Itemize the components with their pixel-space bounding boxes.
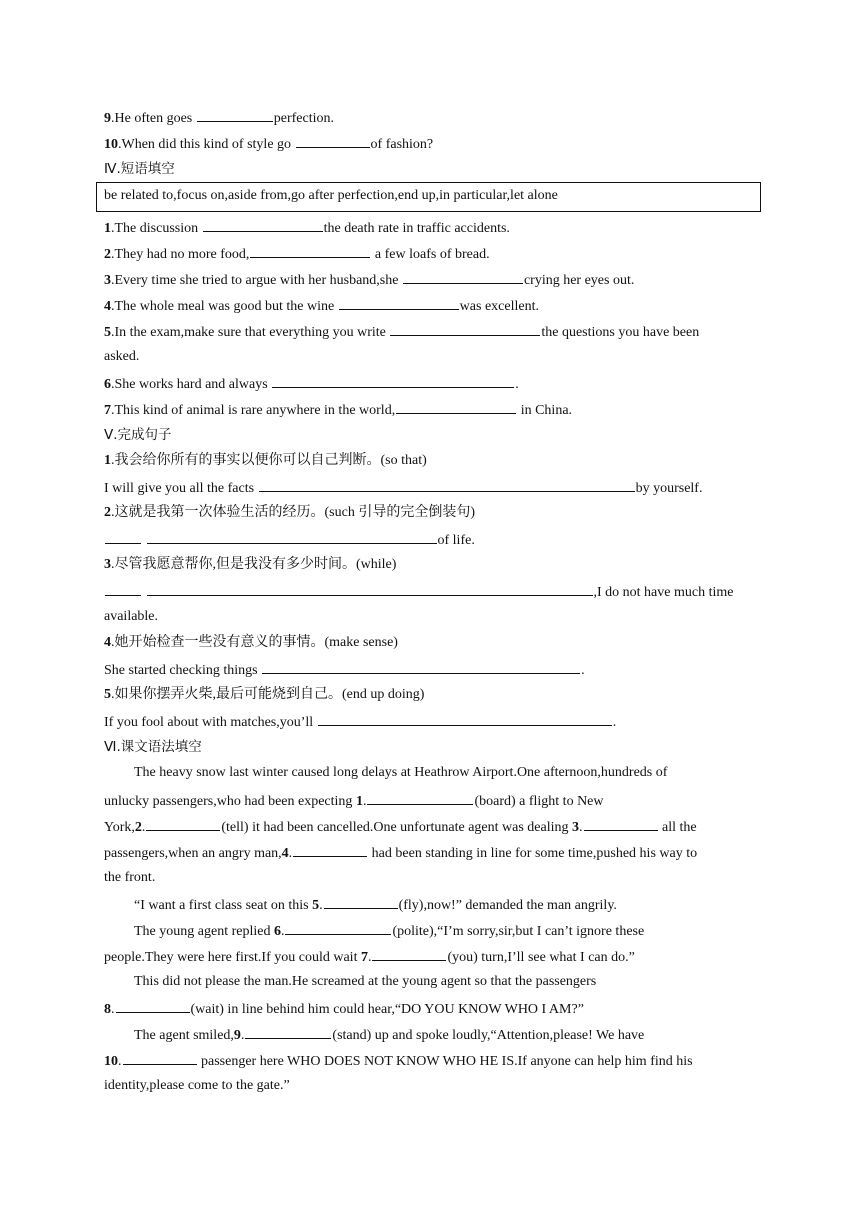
question-text: .The whole meal was good but the wine (111, 299, 338, 314)
passage-line: unlucky passengers,who had been expecting 1. (board) a flight to New (104, 790, 604, 810)
p5-q1-prompt (104, 451, 427, 471)
passage-line: identity,please come to the gate.” (104, 1078, 290, 1093)
answer-blank[interactable] (396, 399, 516, 414)
passage-text: had been standing in line for some time,pushed his way to (368, 846, 698, 861)
question-text: of life. (437, 533, 475, 548)
passage-line: The heavy snow last winter caused long delays at Heathrow Airport.One afternoon,hundreds of (134, 765, 668, 780)
question-number: 4 (104, 299, 111, 314)
question-number: 3 (104, 273, 111, 288)
passage-line: 10. passenger here WHO DOES NOT KNOW WHO HE IS.If anyone can help him find his (104, 1050, 693, 1070)
blank-number: 1 (355, 794, 363, 809)
question-text: crying her eyes out. (523, 273, 635, 288)
p5-q2-answer (104, 529, 475, 549)
question-text: .Every time she tried to argue with her husband,she (111, 273, 402, 288)
passage-text: (you) turn,I’ll see what I can do.” (447, 950, 635, 965)
answer-blank-short[interactable] (105, 581, 141, 596)
question-number: 1 (104, 221, 111, 236)
answer-blank[interactable] (116, 998, 190, 1013)
question-number: 2 (104, 247, 111, 262)
answer-blank[interactable] (318, 711, 612, 726)
answer-blank[interactable] (372, 946, 446, 961)
passage-text: passengers,when an angry man, (104, 846, 282, 861)
blank-number: 9 (233, 1028, 241, 1043)
answer-blank[interactable] (123, 1050, 197, 1065)
passage-line: people.They were here first.If you could wait 7. (you) turn,I’ll see what I can do.” (104, 946, 635, 966)
question-text: .He often goes (111, 111, 196, 126)
chinese-prompt: .她开始检查一些没有意义的事情。(make sense) (111, 635, 398, 650)
question-number: 5 (104, 687, 111, 702)
answer-blank[interactable] (203, 217, 323, 232)
question-text: If you fool about with matches,you’ll (104, 715, 317, 730)
question-number: 5 (104, 325, 111, 340)
passage-text: (stand) up and spoke loudly,“Attention,please! We have (332, 1028, 645, 1043)
passage-text: York, (104, 820, 135, 835)
passage-text: “I want a first class seat on this (134, 898, 313, 913)
question-text: of fashion? (370, 137, 434, 152)
passage-line: 8. (wait) in line behind him could hear,“DO YOU KNOW WHO I AM?” (104, 998, 584, 1018)
question-text: .They had no more food, (111, 247, 250, 262)
answer-blank[interactable] (339, 295, 459, 310)
question-number: 7 (104, 403, 111, 418)
question-number: 6 (104, 377, 111, 392)
q9-line (104, 107, 334, 127)
passage-line: The young agent replied 6. (polite),“I’m sorry,sir,but I can’t ignore these (134, 920, 644, 940)
answer-blank[interactable] (147, 529, 437, 544)
answer-blank[interactable] (403, 269, 523, 284)
passage-text: all the (658, 820, 697, 835)
chinese-prompt: .如果你摆弄火柴,最后可能烧到自己。(end up doing) (111, 687, 425, 702)
answer-blank[interactable] (250, 243, 370, 258)
blank-number: 2 (134, 820, 142, 835)
question-text: ,I do not have much time (593, 585, 734, 600)
word-bank-box (96, 182, 761, 212)
question-number: 9 (104, 111, 111, 126)
answer-blank[interactable] (324, 894, 398, 909)
p5-q5-prompt (104, 685, 424, 705)
passage-text: (wait) in line behind him could hear,“DO YOU KNOW WHO I AM?” (190, 1002, 584, 1017)
passage-text: unlucky passengers,who had been expecting (104, 794, 356, 809)
answer-blank[interactable] (259, 477, 635, 492)
p4-q6-line (104, 373, 519, 393)
p4-q7-line (104, 399, 572, 419)
question-text: perfection. (273, 111, 335, 126)
question-text: in China. (517, 403, 573, 418)
question-text: .When did this kind of style go (118, 137, 295, 152)
question-text: . (515, 377, 519, 392)
question-number: 10 (104, 137, 118, 152)
passage-text: (fly),now!” demanded the man angrily. (398, 898, 617, 913)
question-number: 4 (104, 635, 111, 650)
p4-q5-cont: asked. (104, 349, 140, 364)
section-heading-4: Ⅳ.短语填空 (104, 161, 175, 177)
passage-line: “I want a first class seat on this 5. (fly),now!” demanded the man angrily. (134, 894, 617, 914)
question-number: 1 (104, 453, 111, 468)
passage-text: (polite),“I’m sorry,sir,but I can’t ignore these (392, 924, 645, 939)
question-text: a few loafs of bread. (371, 247, 490, 262)
section-heading-5: Ⅴ.完成句子 (104, 427, 172, 443)
answer-blank[interactable] (390, 321, 540, 336)
p5-q3-prompt (104, 555, 396, 575)
blank-number: 7 (360, 950, 368, 965)
question-text: . (581, 663, 585, 678)
blank-number: 3 (572, 820, 580, 835)
p5-q2-prompt (104, 503, 475, 523)
answer-blank-short[interactable] (105, 529, 141, 544)
answer-blank[interactable] (197, 107, 273, 122)
p5-q4-prompt (104, 633, 398, 653)
question-text: I will give you all the facts (104, 481, 258, 496)
p4-q5-line (104, 321, 699, 341)
passage-line: This did not please the man.He screamed at the young agent so that the passengers (134, 974, 597, 989)
blank-number: 4 (281, 846, 289, 861)
blank-number: 5 (312, 898, 320, 913)
p4-q4-line (104, 295, 539, 315)
question-text: the death rate in traffic accidents. (323, 221, 510, 236)
answer-blank[interactable] (262, 659, 580, 674)
p5-q3-cont: available. (104, 609, 159, 624)
p5-q3-answer (104, 581, 733, 601)
question-text: .She works hard and always (111, 377, 272, 392)
question-number: 3 (104, 557, 111, 572)
blank-number: 8 (104, 1002, 111, 1017)
p4-q3-line (104, 269, 634, 289)
answer-blank[interactable] (146, 816, 220, 831)
answer-blank[interactable] (272, 373, 514, 388)
passage-text: passenger here WHO DOES NOT KNOW WHO HE IS.If anyone can help him find his (197, 1054, 693, 1069)
answer-blank[interactable] (293, 842, 367, 857)
answer-blank[interactable] (296, 133, 370, 148)
section-heading-6: Ⅵ.课文语法填空 (104, 739, 202, 755)
passage-text: (board) a flight to New (474, 794, 604, 809)
question-text: .This kind of animal is rare anywhere in the world, (111, 403, 396, 418)
question-text: She started checking things (104, 663, 262, 678)
q10-line (104, 133, 433, 153)
answer-blank[interactable] (285, 920, 391, 935)
chinese-prompt: .我会给你所有的事实以便你可以自己判断。(so that) (111, 453, 427, 468)
p5-q4-answer (104, 659, 585, 679)
passage-text: (tell) it had been cancelled.One unfortunate agent was dealing (221, 820, 573, 835)
passage-text: people.They were here first.If you could wait (104, 950, 361, 965)
passage-text: The young agent replied (134, 924, 274, 939)
answer-blank[interactable] (245, 1024, 331, 1039)
passage-line: York,2. (tell) it had been cancelled.One unfortunate agent was dealing 3. all the (104, 816, 697, 836)
word-bank-text: be related to,focus on,aside from,go after perfection,end up,in particular,let alone (104, 188, 558, 203)
question-text: was excellent. (459, 299, 539, 314)
question-text: the questions you have been (541, 325, 700, 340)
passage-line: the front. (104, 870, 156, 885)
answer-blank[interactable] (584, 816, 658, 831)
p5-q5-answer (104, 711, 616, 731)
blank-number: 6 (273, 924, 281, 939)
p5-q1-answer (104, 477, 702, 497)
chinese-prompt: .这就是我第一次体验生活的经历。(such 引导的完全倒装句) (111, 505, 475, 520)
passage-text: The agent smiled, (134, 1028, 234, 1043)
question-text: . (612, 715, 617, 730)
p4-q2-line (104, 243, 490, 263)
question-text: by yourself. (635, 481, 703, 496)
passage-line: The agent smiled,9. (stand) up and spoke loudly,“Attention,please! We have (134, 1024, 644, 1044)
answer-blank[interactable] (367, 790, 473, 805)
blank-number: 10 (104, 1054, 118, 1069)
p4-q1-line (104, 217, 510, 237)
passage-line: passengers,when an angry man,4. had been standing in line for some time,pushed his way to (104, 842, 697, 862)
question-text: .The discussion (111, 221, 202, 236)
chinese-prompt: .尽管我愿意帮你,但是我没有多少时间。(while) (111, 557, 397, 572)
question-number: 2 (104, 505, 111, 520)
question-text: .In the exam,make sure that everything you write (111, 325, 390, 340)
answer-blank[interactable] (147, 581, 593, 596)
